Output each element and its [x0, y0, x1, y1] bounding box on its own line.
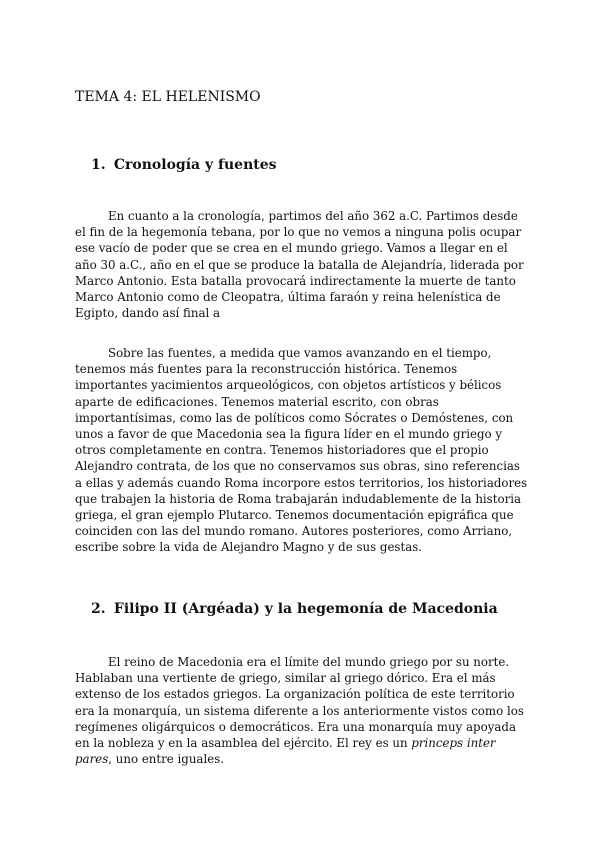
paragraph-text-end: , uno entre iguales.	[108, 752, 225, 767]
section-2-heading	[91, 601, 498, 617]
document-title: TEMA 4: EL HELENISMO	[75, 89, 261, 105]
section-1-number: 1.	[91, 157, 106, 173]
section-1-heading	[91, 157, 277, 173]
section-1-paragraph-2: Sobre las fuentes, a medida que vamos avanzando en el tiempo, tenemos más fuentes para la reconstrucción histórica. Tenemos importantes yacimientos arqueológicos, con objetos artísticos y bélicos aparte de edificaciones. Tenemos material escrito, con obras importantísimas, como las de políticos como Sócrates o Demóstenes, con unos a favor de que Macedonia sea la figura líder en el mundo griego y otros completamente en contra. Tenemos historiadores que el propio Alejandro contrata, de los que no conservamos sus obras, sino referencias a ellas y además cuando Roma incorpore estos territorios, los historiadores que trabajen la historia de Roma trabajarán indudablemente de la historia griega, el gran ejemplo Plutarco. Tenemos documentación epigráfica que coinciden con las del mundo romano. Autores posteriores, como Arriano, escribe sobre la vida de Alejandro Magno y de sus gestas.	[75, 346, 528, 555]
section-1-paragraph-1: En cuanto a la cronología, partimos del año 362 a.C. Partimos desde el fin de la hegemonía tebana, por lo que no vemos a ninguna polis ocupar ese vacío de poder que se crea en el mundo griego. Vamos a llegar en el año 30 a.C., año en el que se produce la batalla de Alejandría, liderada por Marco Antonio. Esta batalla provocará indirectamente la muerte de tanto Marco Antonio como de Cleopatra, última faraón y reina helenística de Egipto, dando así final a	[75, 209, 524, 321]
latin-term: princeps inter pares	[75, 736, 496, 767]
paragraph-text: El reino de Macedonia era el límite del mundo griego por su norte. Hablaban una vertiente de griego, similar al griego dórico. Era el más extenso de los estados griegos. La organización política de este territorio era la monarquía, un sistema diferente a los anteriormente vistos como los regímenes oligárquicos o democráticos. Era una monarquía muy apoyada en la nobleza y en la asamblea del ejército. El rey es un	[75, 655, 524, 751]
section-2-number: 2.	[91, 601, 106, 617]
section-1-title: Cronología y fuentes	[113, 157, 277, 173]
section-2-paragraph-1	[75, 654, 529, 767]
section-2-title: Filipo II (Argéada) y la hegemonía de Macedonia	[113, 601, 498, 617]
